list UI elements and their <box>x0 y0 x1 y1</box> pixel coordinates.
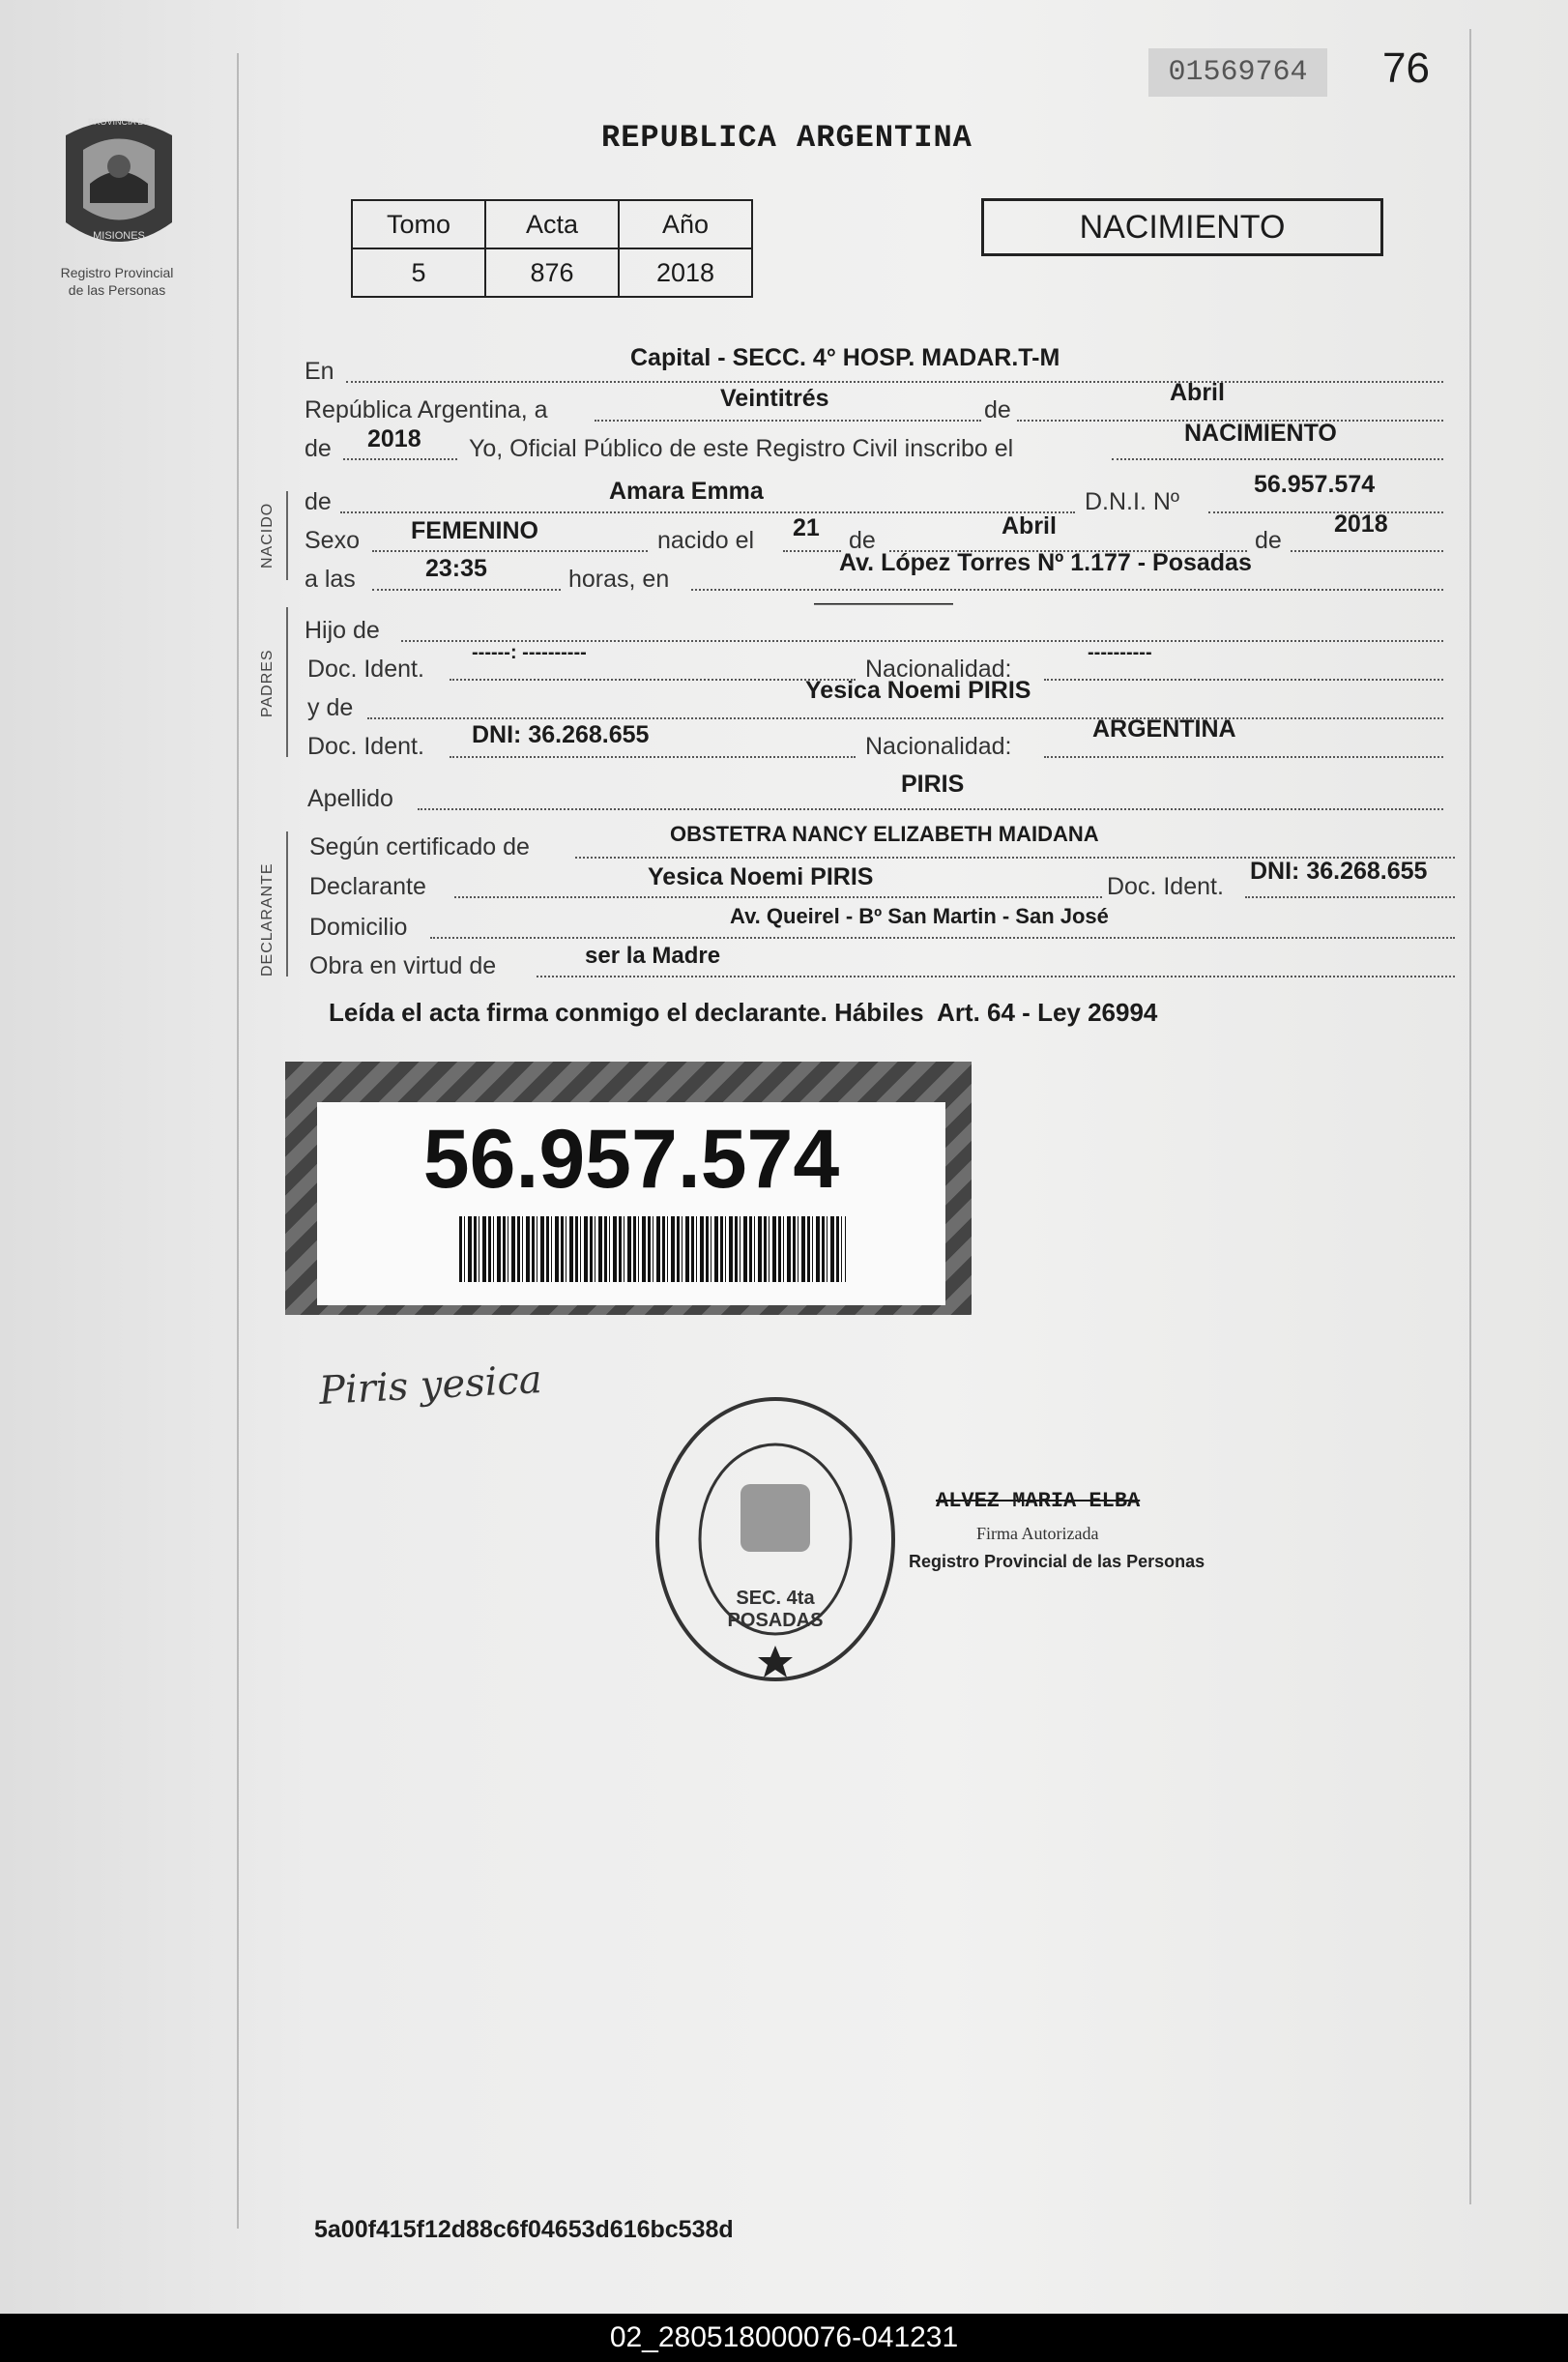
dots-madre <box>367 715 1443 719</box>
value-hora: 23:35 <box>425 555 487 582</box>
padres-bracket <box>286 607 288 757</box>
record-table <box>351 199 753 298</box>
left-margin-line <box>237 53 239 2229</box>
label-horas-en: horas, en <box>568 566 670 593</box>
authority-name: ALVEZ MARIA ELBA <box>936 1489 1141 1513</box>
closing-statement: Leída el acta firma conmigo el declarante. Hábiles Art. 64 - Ley 26994 <box>329 998 1158 1027</box>
value-segun: OBSTETRA NANCY ELIZABETH MAIDANA <box>670 822 1099 846</box>
side-label-padres: PADRES <box>259 649 276 717</box>
stamp-number: 01569764 <box>1148 48 1327 97</box>
value-mes-1: Abril <box>1170 379 1225 406</box>
value-acta: 876 <box>485 248 619 297</box>
label-domicilio: Domicilio <box>309 914 408 941</box>
value-dia-letras: Veintitrés <box>720 385 829 412</box>
dots-nacionalidad-2 <box>1044 754 1443 758</box>
value-mes-2: Abril <box>1002 512 1057 539</box>
dots-anio <box>343 456 457 460</box>
page-number: 76 <box>1382 44 1430 92</box>
nacido-bracket <box>286 491 288 580</box>
label-de-nombre: de <box>305 488 332 515</box>
dots-en <box>346 379 1443 383</box>
dots-nombre <box>340 510 1075 513</box>
label-nacionalidad-2: Nacionalidad: <box>865 733 1012 760</box>
label-declarante: Declarante <box>309 873 426 900</box>
label-doc-ident-1: Doc. Ident. <box>307 656 424 683</box>
label-segun-certificado: Según certificado de <box>309 833 530 860</box>
dots-sexo <box>372 548 648 552</box>
right-margin-line <box>1469 29 1471 2204</box>
value-tomo: 5 <box>352 248 485 297</box>
label-hijo-de: Hijo de <box>305 617 380 644</box>
label-obra: Obra en virtud de <box>309 952 497 979</box>
value-anio: 2018 <box>619 248 752 297</box>
label-oficial: Yo, Oficial Público de este Registro Civil inscribo el <box>469 435 1014 462</box>
side-label-nacido: NACIDO <box>259 502 276 569</box>
value-dni: 56.957.574 <box>1254 471 1376 498</box>
value-nacionalidad-1: ---------- <box>1088 642 1152 663</box>
dots-dia <box>783 548 841 552</box>
side-label-declarante: DECLARANTE <box>259 862 276 977</box>
value-en: Capital - SECC. 4° HOSP. MADAR.T-M <box>630 344 1060 371</box>
handwritten-signature: Piris yesica <box>317 1356 543 1414</box>
file-name-bar: 02_280518000076-041231 <box>0 2314 1568 2362</box>
document-title: REPUBLICA ARGENTINA <box>601 120 973 156</box>
logo-seal-top: PROVINCIA DE <box>87 117 150 127</box>
dni-sticker-number: 56.957.574 <box>422 1113 840 1206</box>
value-domicilio: Av. Queirel - Bº San Martin - San José <box>730 904 1109 928</box>
value-doc-ident-1: ------: ---------- <box>472 642 587 663</box>
dots-domicilio <box>430 935 1455 939</box>
value-lugar: Av. López Torres Nº 1.177 - Posadas <box>839 549 1252 576</box>
label-de-4: de <box>1255 527 1282 554</box>
logo-caption-2: de las Personas <box>68 282 166 298</box>
label-de-1: de <box>984 396 1011 423</box>
label-sexo: Sexo <box>305 527 360 554</box>
value-doc-ident-2: DNI: 36.268.655 <box>472 721 650 748</box>
value-nombre: Amara Emma <box>609 478 764 505</box>
dots-republica <box>595 418 981 422</box>
value-hijo: ————————— <box>814 596 953 612</box>
barcode <box>459 1216 846 1282</box>
dots-dni <box>1208 510 1443 513</box>
label-dni: D.N.I. Nº <box>1085 488 1180 515</box>
official-seal <box>650 1392 901 1687</box>
seal-center-text: SEC. 4ta POSADAS <box>727 1588 824 1631</box>
label-de-3: de <box>849 527 876 554</box>
dots-anio-2 <box>1291 548 1443 552</box>
dots-doc-ident-2 <box>450 754 856 758</box>
dots-obra <box>537 974 1455 977</box>
authority-org: Registro Provincial de las Personas <box>909 1552 1205 1571</box>
value-nacionalidad-2: ARGENTINA <box>1092 715 1236 743</box>
nacimiento-box: NACIMIENTO <box>981 198 1383 256</box>
header-tomo: Tomo <box>352 200 485 248</box>
value-doc-ident-3: DNI: 36.268.655 <box>1250 858 1428 885</box>
value-sexo: FEMENINO <box>411 517 538 544</box>
label-de-2: de <box>305 435 332 462</box>
logo-caption-1: Registro Provincial <box>60 265 174 280</box>
label-a-las: a las <box>305 566 356 593</box>
value-declarante: Yesica Noemi PIRIS <box>648 863 874 890</box>
dots-apellido <box>418 806 1443 810</box>
label-apellido: Apellido <box>307 785 393 812</box>
dots-nacionalidad-1 <box>1044 677 1443 681</box>
declarante-bracket <box>286 831 288 977</box>
label-doc-ident-3: Doc. Ident. <box>1107 873 1224 900</box>
dots-declarante <box>454 894 1102 898</box>
authority-role: Firma Autorizada <box>976 1524 1099 1543</box>
value-obra: ser la Madre <box>585 943 721 969</box>
label-nacido-el: nacido el <box>657 527 755 554</box>
logo-seal-bottom: MISIONES <box>93 230 145 242</box>
dots-doc-ident-3 <box>1245 894 1455 898</box>
header-acta: Acta <box>485 200 619 248</box>
value-inscribo: NACIMIENTO <box>1184 420 1337 447</box>
label-republica: República Argentina, a <box>305 396 548 423</box>
dots-hora <box>372 587 561 591</box>
document-hash: 5a00f415f12d88c6f04653d616bc538d <box>314 2216 734 2243</box>
value-dia: 21 <box>793 514 820 541</box>
label-en: En <box>305 358 334 385</box>
label-nacionalidad-1: Nacionalidad: <box>865 656 1012 683</box>
value-apellido: PIRIS <box>901 771 965 798</box>
label-doc-ident-2: Doc. Ident. <box>307 733 424 760</box>
value-madre: Yesica Noemi PIRIS <box>805 677 1031 704</box>
header-anio: Año <box>619 200 752 248</box>
label-y-de: y de <box>307 694 354 721</box>
dots-lugar <box>691 587 1443 591</box>
value-anio-2: 2018 <box>1334 510 1388 538</box>
value-anio-1: 2018 <box>367 425 421 452</box>
dots-doc-ident-1 <box>450 677 856 681</box>
dots-inscribo <box>1112 456 1443 460</box>
